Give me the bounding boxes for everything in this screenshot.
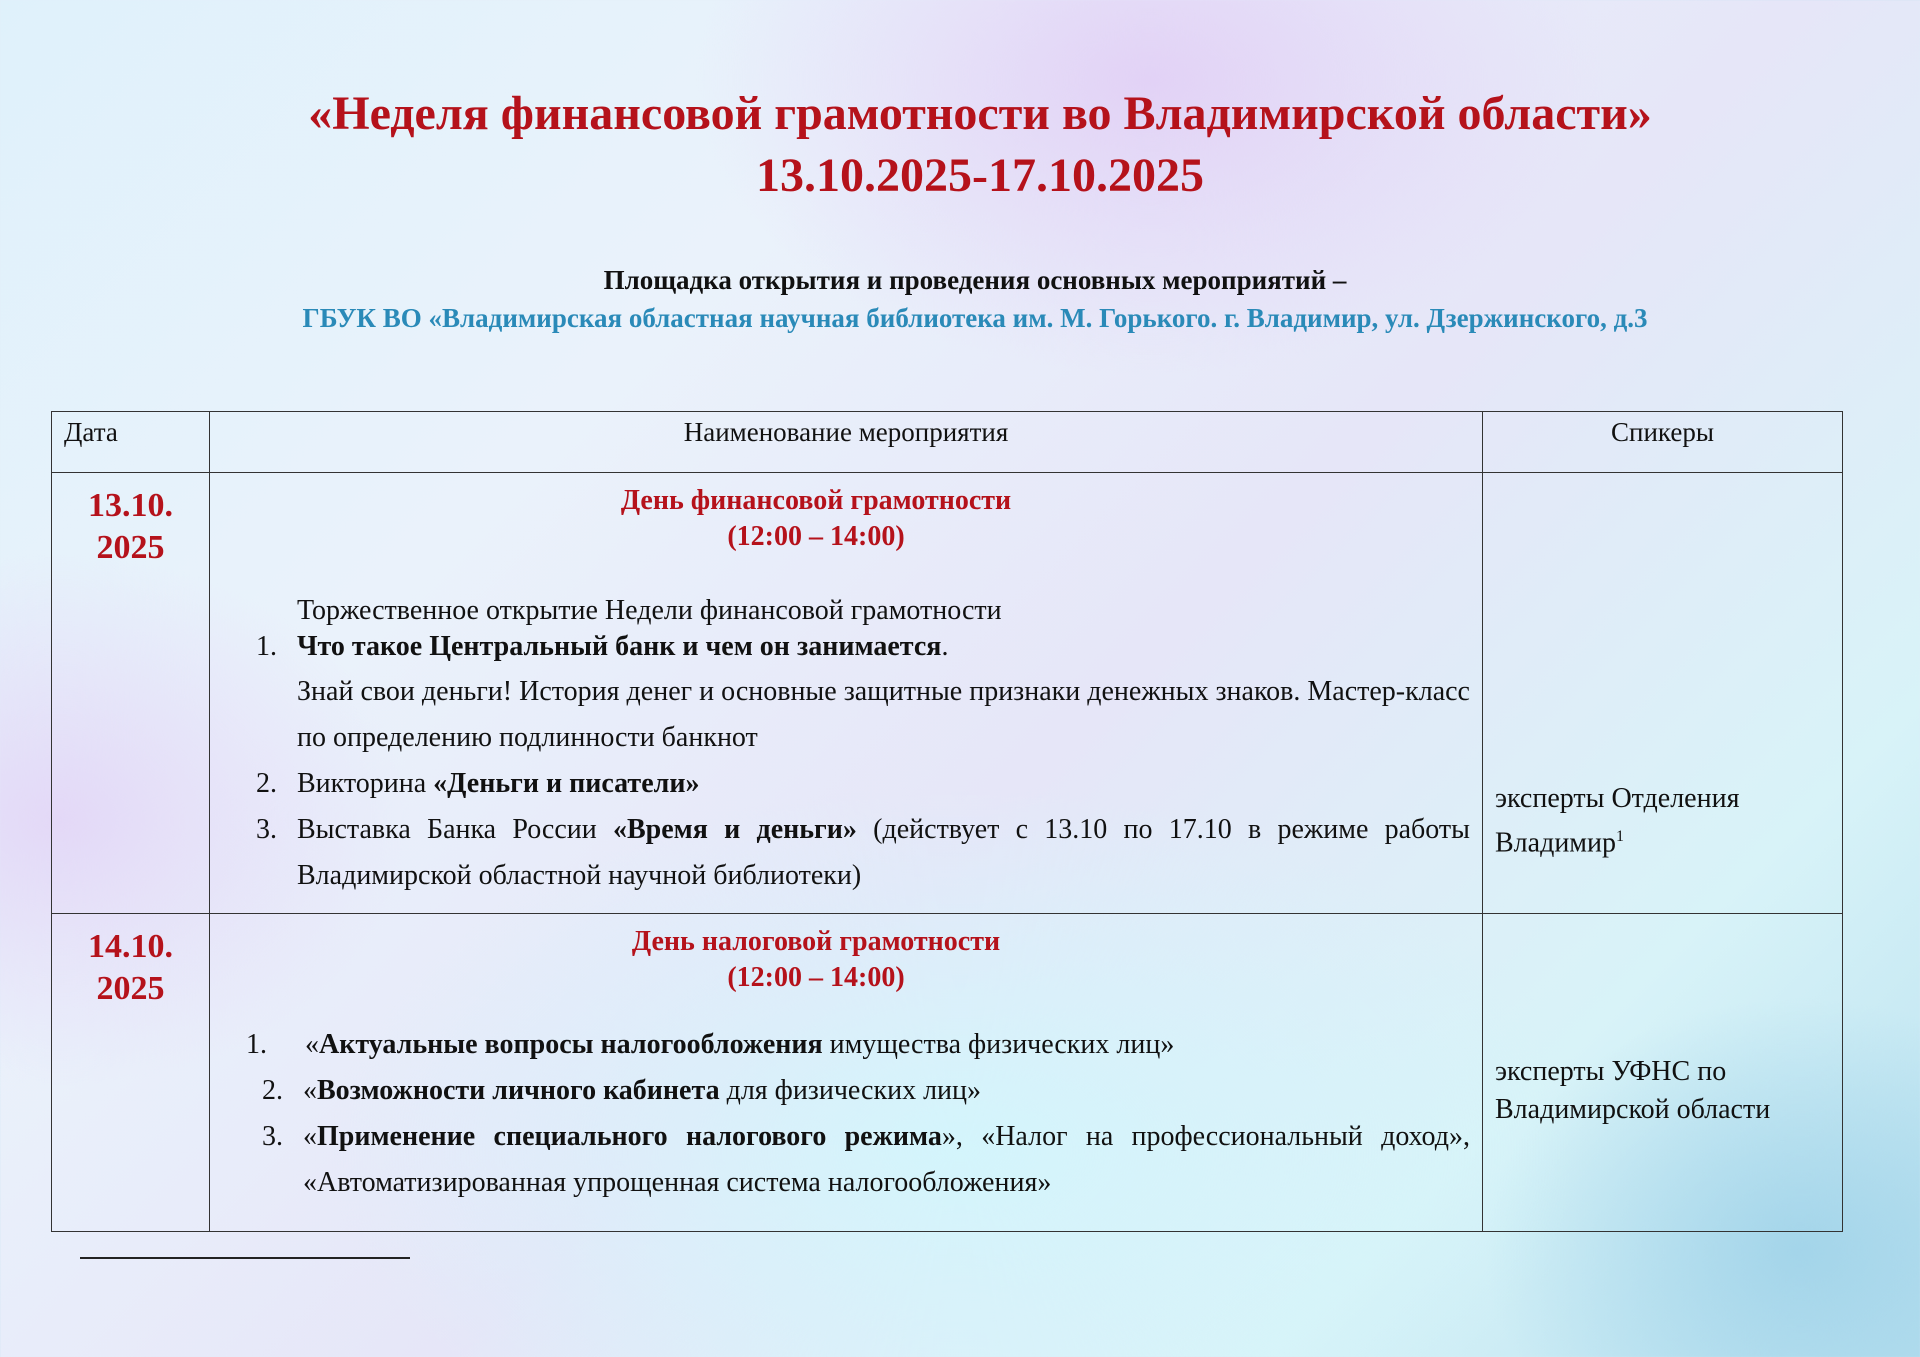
item-number: 3. bbox=[262, 1121, 283, 1152]
item-bold-text: Возможности личного кабинета bbox=[317, 1075, 720, 1106]
item-plain-text: Викторина bbox=[297, 768, 434, 799]
table-header-row bbox=[52, 412, 1843, 473]
page-title: «Неделя финансовой грамотности во Владимирской области» bbox=[308, 87, 1652, 140]
item-bold-text: Применение специального налогового режима bbox=[317, 1121, 942, 1152]
program-table bbox=[51, 411, 1843, 1232]
date-year: 2025 bbox=[96, 970, 165, 1007]
speakers-text bbox=[1495, 780, 1830, 862]
header-event-name: Наименование мероприятия bbox=[210, 412, 1483, 473]
item-tail-text: . bbox=[941, 631, 949, 662]
page-dates: 13.10.2025-17.10.2025 bbox=[756, 149, 1204, 202]
speakers-cell bbox=[1483, 473, 1843, 914]
speakers-cell bbox=[1483, 914, 1843, 1232]
list-item bbox=[210, 629, 1470, 665]
list-item bbox=[210, 807, 1470, 899]
item-number: 1. bbox=[246, 1029, 267, 1060]
item-tail-text: (действует с 13.10 по 17.10 в режиме работы Владимирской областной научной библиотеки) bbox=[297, 814, 1470, 891]
speakers-text: эксперты УФНС по Владимирской области bbox=[1495, 1056, 1771, 1125]
item-open-quote: « bbox=[303, 1075, 317, 1106]
date-day: 13.10. bbox=[88, 487, 173, 524]
item-bold-text: «Время и деньги» bbox=[613, 814, 857, 845]
date-cell bbox=[52, 914, 210, 1232]
event-cell bbox=[210, 914, 1483, 1232]
item-number: 2. bbox=[262, 1075, 283, 1106]
table-row bbox=[52, 914, 1843, 1232]
event-intro: Торжественное открытие Недели финансовой грамотности bbox=[297, 595, 1002, 626]
day-title: День налоговой грамотности bbox=[631, 926, 1001, 957]
list-item bbox=[210, 1114, 1470, 1206]
item-bold-text: Что такое Центральный банк и чем он занимается bbox=[297, 631, 942, 662]
item-bold-text: «Деньги и писатели» bbox=[433, 768, 700, 799]
header-date: Дата bbox=[52, 412, 210, 473]
header-speakers: Спикеры bbox=[1483, 412, 1843, 473]
item-number: 1. bbox=[256, 631, 277, 662]
footnote-separator bbox=[80, 1257, 410, 1259]
item-open-quote: « bbox=[303, 1121, 317, 1152]
table-row bbox=[52, 473, 1843, 914]
list-item bbox=[210, 1022, 1470, 1068]
day-title: День финансовой грамотности bbox=[620, 485, 1012, 516]
item-plain-text: Выставка Банка России bbox=[297, 814, 613, 845]
item-description: Знай свои деньги! История денег и основные защитные признаки денежных знаков. Мастер-класс по определению подлинности банкнот bbox=[297, 676, 1470, 753]
item-tail-text: для физических лиц» bbox=[719, 1075, 982, 1106]
venue-name: ГБУК ВО «Владимирская областная научная библиотека им. М. Горького. г. Владимир, ул. Дзержинского, д.3 bbox=[302, 303, 1648, 333]
speakers-name: эксперты Отделения Владимир bbox=[1495, 783, 1740, 859]
item-tail-text: », «Налог на профессиональный доход», «Автоматизированная упрощенная система налогообложения» bbox=[303, 1121, 1470, 1198]
list-item bbox=[210, 761, 1470, 807]
day-time: (12:00 – 14:00) bbox=[727, 962, 905, 993]
day-time: (12:00 – 14:00) bbox=[727, 521, 905, 552]
item-number: 2. bbox=[256, 768, 277, 799]
item-tail-text: имущества физических лиц» bbox=[822, 1029, 1175, 1060]
item-bold-text: Актуальные вопросы налогообложения bbox=[319, 1029, 823, 1060]
event-cell bbox=[210, 473, 1483, 914]
date-year: 2025 bbox=[96, 529, 165, 566]
footnote-mark: 1 bbox=[1616, 828, 1625, 845]
item-number: 3. bbox=[256, 814, 277, 845]
venue-label: Площадка открытия и проведения основных мероприятий – bbox=[603, 265, 1347, 295]
list-item bbox=[210, 1068, 1470, 1114]
date-day: 14.10. bbox=[88, 928, 173, 965]
item-open-quote: « bbox=[305, 1029, 319, 1060]
date-cell bbox=[52, 473, 210, 914]
